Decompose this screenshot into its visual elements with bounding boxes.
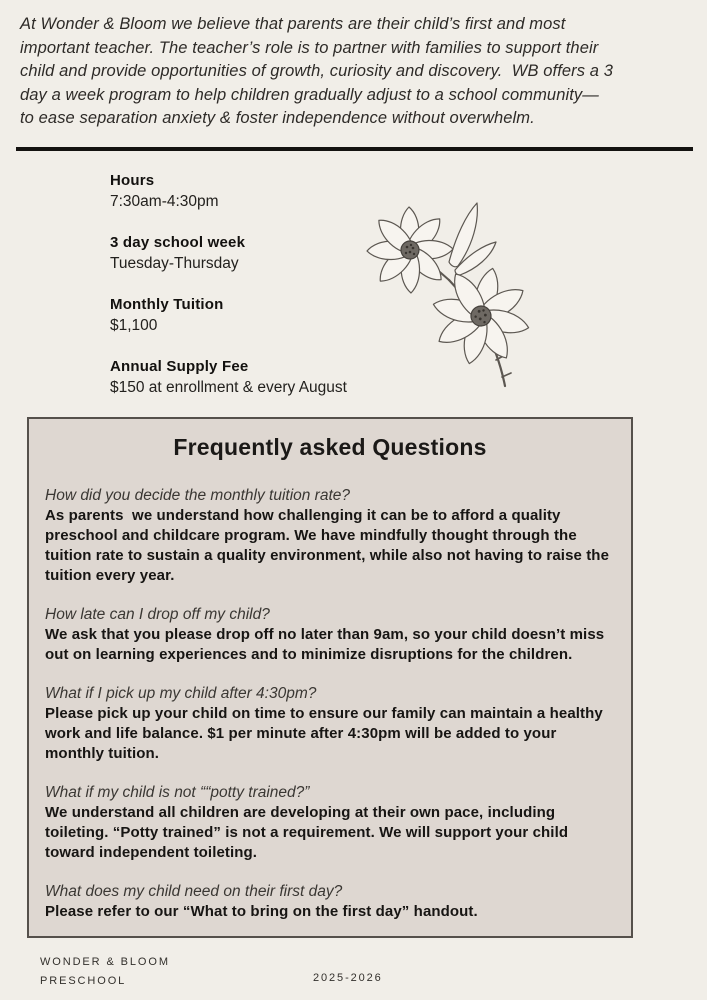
faq-question: What does my child need on their first day?	[45, 883, 343, 900]
info-label: Annual Supply Fee	[110, 358, 249, 375]
intro-line: child and provide opportunities of growth, curiosity and discovery. WB offers a 3	[20, 62, 614, 80]
faq-answer: As parents we understand how challenging it can be to afford a quality preschool and childcare program. We have mindfully thought through the tuition rate to sustain a quality environment, while also not having to raise the tuition every year.	[45, 507, 614, 584]
info-value: $150 at enrollment & every August	[110, 379, 347, 396]
info-label: 3 day school week	[110, 234, 246, 251]
faq-item-first-day	[45, 882, 615, 922]
intro-line: important teacher. The teacher’s role is to partner with families to support their	[20, 38, 599, 57]
footer-brand-line1: WONDER & BLOOM	[40, 956, 170, 968]
faq-question: How late can I drop off my child?	[45, 606, 270, 623]
intro-line: day a week program to help children gradually adjust to a school community—	[20, 85, 599, 104]
info-value: Tuesday-Thursday	[110, 255, 239, 272]
faq-answer: We ask that you please drop off no later than 9am, so your child doesn’t miss out on learning experiences and to minimize disruptions for the children.	[45, 626, 609, 663]
faq-item-tuition-rate	[45, 486, 615, 586]
faq-question: What if my child is not ““potty trained?”	[45, 784, 310, 801]
faq-question: How did you decide the monthly tuition rate?	[45, 487, 351, 504]
intro-paragraph	[20, 13, 698, 131]
faq-panel	[27, 417, 633, 938]
footer-school-year: 2025-2026	[313, 972, 383, 984]
magnolia-flowers-icon	[343, 198, 533, 393]
section-divider	[16, 147, 693, 151]
faq-answer: Please refer to our “What to bring on the first day” handout.	[45, 903, 478, 920]
faq-answer: Please pick up your child on time to ensure our family can maintain a healthy work and life balance. $1 per minute after 4:30pm will be added to your monthly tuition.	[45, 705, 608, 762]
faq-answer: We understand all children are developing at their own pace, including toileting. “Potty trained” is not a requirement. We will support your child toward independent toileting.	[45, 804, 573, 861]
intro-line: to ease separation anxiety & foster independence without overwhelm.	[20, 109, 535, 127]
faq-question: What if I pick up my child after 4:30pm?	[45, 685, 317, 702]
footer-brand-line2: PRESCHOOL	[40, 975, 127, 987]
info-label: Hours	[110, 172, 155, 189]
faq-title: Frequently asked Questions	[173, 434, 487, 460]
footer-brand	[40, 953, 170, 991]
faq-item-potty-training	[45, 783, 615, 863]
info-value: $1,100	[110, 317, 158, 334]
faq-item-drop-off	[45, 605, 615, 665]
intro-line: At Wonder & Bloom we believe that parents are their child’s first and most	[20, 15, 566, 33]
faq-item-late-pickup	[45, 684, 615, 764]
info-label: Monthly Tuition	[110, 296, 224, 313]
info-value: 7:30am-4:30pm	[110, 193, 219, 210]
